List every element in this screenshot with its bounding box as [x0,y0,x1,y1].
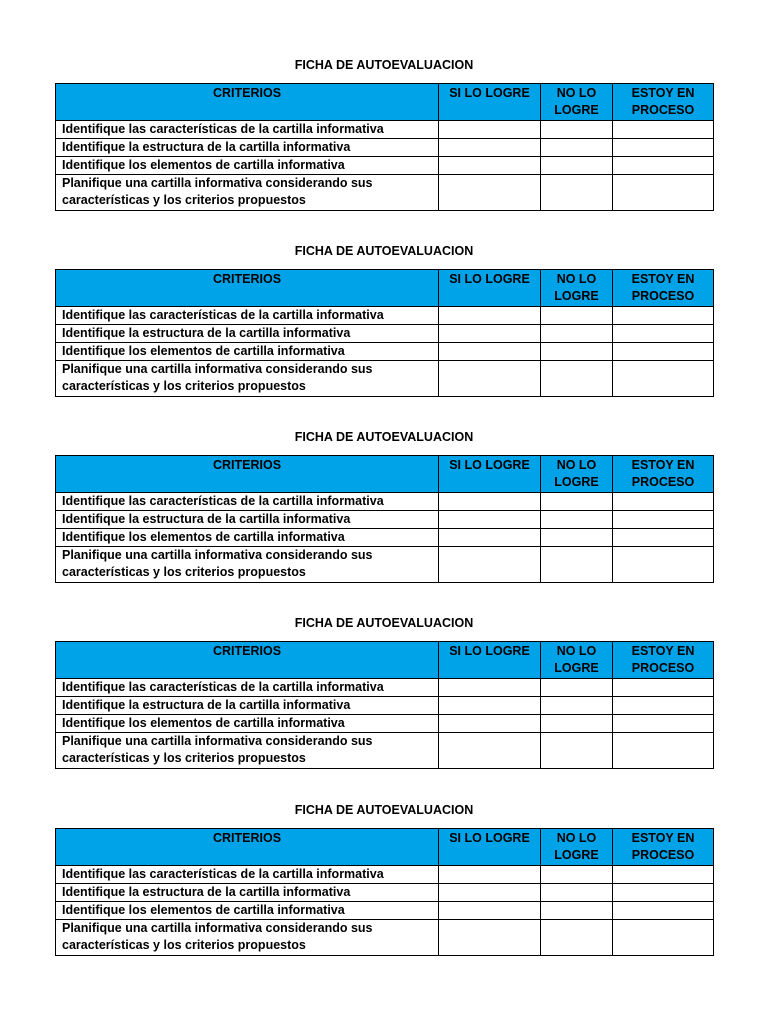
table-row [56,121,714,139]
criterion-cell: Identifique los elementos de cartilla informativa [56,157,439,175]
ficha-title: FICHA DE AUTOEVALUACION [294,58,474,72]
estoy-en-proceso-cell[interactable] [613,679,714,697]
no-lo-logre-cell[interactable] [541,139,613,157]
criterion-cell: Identifique las características de la cartilla informativa [56,121,439,139]
si-lo-logre-cell[interactable] [439,715,541,733]
estoy-en-proceso-cell[interactable] [613,866,714,884]
si-lo-logre-cell[interactable] [439,361,541,397]
table-row [56,325,714,343]
no-lo-logre-cell[interactable] [541,511,613,529]
criterion-cell: Identifique la estructura de la cartilla informativa [56,511,439,529]
estoy-en-proceso-cell[interactable] [613,715,714,733]
estoy-en-proceso-cell[interactable] [613,733,714,769]
table-row [56,920,714,956]
table-row [56,679,714,697]
table-row [56,866,714,884]
no-lo-logre-cell[interactable] [541,361,613,397]
header-estoy-en-proceso: ESTOY EN PROCESO [613,270,714,307]
criterion-cell: Identifique la estructura de la cartilla informativa [56,139,439,157]
estoy-en-proceso-cell[interactable] [613,493,714,511]
criterion-cell: Identifique la estructura de la cartilla informativa [56,884,439,902]
estoy-en-proceso-cell[interactable] [613,920,714,956]
table-row [56,529,714,547]
si-lo-logre-cell[interactable] [439,697,541,715]
table-row [56,902,714,920]
si-lo-logre-cell[interactable] [439,884,541,902]
header-criterios: CRITERIOS [56,84,439,121]
si-lo-logre-cell[interactable] [439,493,541,511]
header-si-lo-logre: SI LO LOGRE [439,642,541,679]
criterion-cell: Identifique las características de la cartilla informativa [56,866,439,884]
estoy-en-proceso-cell[interactable] [613,307,714,325]
no-lo-logre-cell[interactable] [541,884,613,902]
estoy-en-proceso-cell[interactable] [613,157,714,175]
header-estoy-en-proceso: ESTOY EN PROCESO [613,642,714,679]
evaluation-table [55,269,714,397]
si-lo-logre-cell[interactable] [439,920,541,956]
si-lo-logre-cell[interactable] [439,547,541,583]
header-no-lo-logre: NO LO LOGRE [541,270,613,307]
no-lo-logre-cell[interactable] [541,547,613,583]
estoy-en-proceso-cell[interactable] [613,175,714,211]
criterion-cell: Identifique los elementos de cartilla informativa [56,902,439,920]
table-header-row [56,456,714,493]
no-lo-logre-cell[interactable] [541,325,613,343]
table-row [56,157,714,175]
table-row [56,697,714,715]
header-estoy-en-proceso: ESTOY EN PROCESO [613,829,714,866]
criterion-cell: Planifique una cartilla informativa considerando sus características y los criterios propuestos [56,361,439,397]
si-lo-logre-cell[interactable] [439,307,541,325]
criterion-cell: Identifique las características de la cartilla informativa [56,307,439,325]
header-criterios: CRITERIOS [56,456,439,493]
criterion-cell: Identifique la estructura de la cartilla informativa [56,697,439,715]
header-no-lo-logre: NO LO LOGRE [541,84,613,121]
criterion-cell: Planifique una cartilla informativa considerando sus características y los criterios propuestos [56,175,439,211]
criterion-cell: Planifique una cartilla informativa considerando sus características y los criterios propuestos [56,547,439,583]
table-row [56,547,714,583]
table-header-row [56,270,714,307]
no-lo-logre-cell[interactable] [541,733,613,769]
criterion-cell: Identifique la estructura de la cartilla informativa [56,325,439,343]
si-lo-logre-cell[interactable] [439,121,541,139]
si-lo-logre-cell[interactable] [439,157,541,175]
estoy-en-proceso-cell[interactable] [613,325,714,343]
no-lo-logre-cell[interactable] [541,343,613,361]
si-lo-logre-cell[interactable] [439,175,541,211]
table-row [56,493,714,511]
header-criterios: CRITERIOS [56,270,439,307]
estoy-en-proceso-cell[interactable] [613,529,714,547]
table-row [56,511,714,529]
no-lo-logre-cell[interactable] [541,866,613,884]
no-lo-logre-cell[interactable] [541,175,613,211]
ficha-title: FICHA DE AUTOEVALUACION [294,803,474,817]
criterion-cell: Identifique las características de la cartilla informativa [56,679,439,697]
estoy-en-proceso-cell[interactable] [613,697,714,715]
no-lo-logre-cell[interactable] [541,529,613,547]
table-row [56,884,714,902]
header-criterios: CRITERIOS [56,829,439,866]
estoy-en-proceso-cell[interactable] [613,361,714,397]
si-lo-logre-cell[interactable] [439,343,541,361]
table-row [56,733,714,769]
header-si-lo-logre: SI LO LOGRE [439,270,541,307]
no-lo-logre-cell[interactable] [541,157,613,175]
header-si-lo-logre: SI LO LOGRE [439,84,541,121]
table-header-row [56,829,714,866]
table-row [56,139,714,157]
no-lo-logre-cell[interactable] [541,307,613,325]
evaluation-table [55,641,714,769]
criterion-cell: Planifique una cartilla informativa considerando sus características y los criterios propuestos [56,733,439,769]
criterion-cell: Planifique una cartilla informativa considerando sus características y los criterios propuestos [56,920,439,956]
evaluation-table [55,83,714,211]
estoy-en-proceso-cell[interactable] [613,547,714,583]
estoy-en-proceso-cell[interactable] [613,139,714,157]
table-row [56,307,714,325]
criterion-cell: Identifique los elementos de cartilla informativa [56,715,439,733]
estoy-en-proceso-cell[interactable] [613,121,714,139]
criterion-cell: Identifique las características de la cartilla informativa [56,493,439,511]
table-header-row [56,84,714,121]
criterion-cell: Identifique los elementos de cartilla informativa [56,529,439,547]
estoy-en-proceso-cell[interactable] [613,902,714,920]
table-row [56,343,714,361]
criterion-cell: Identifique los elementos de cartilla informativa [56,343,439,361]
no-lo-logre-cell[interactable] [541,493,613,511]
si-lo-logre-cell[interactable] [439,139,541,157]
ficha-title: FICHA DE AUTOEVALUACION [294,616,474,630]
si-lo-logre-cell[interactable] [439,529,541,547]
ficha-title: FICHA DE AUTOEVALUACION [294,244,474,258]
evaluation-table [55,455,714,583]
no-lo-logre-cell[interactable] [541,121,613,139]
no-lo-logre-cell[interactable] [541,697,613,715]
header-no-lo-logre: NO LO LOGRE [541,456,613,493]
table-row [56,175,714,211]
si-lo-logre-cell[interactable] [439,733,541,769]
estoy-en-proceso-cell[interactable] [613,511,714,529]
header-si-lo-logre: SI LO LOGRE [439,456,541,493]
evaluation-table [55,828,714,956]
header-estoy-en-proceso: ESTOY EN PROCESO [613,456,714,493]
table-header-row [56,642,714,679]
table-row [56,715,714,733]
si-lo-logre-cell[interactable] [439,866,541,884]
header-criterios: CRITERIOS [56,642,439,679]
header-no-lo-logre: NO LO LOGRE [541,642,613,679]
si-lo-logre-cell[interactable] [439,902,541,920]
no-lo-logre-cell[interactable] [541,679,613,697]
estoy-en-proceso-cell[interactable] [613,884,714,902]
si-lo-logre-cell[interactable] [439,511,541,529]
header-estoy-en-proceso: ESTOY EN PROCESO [613,84,714,121]
no-lo-logre-cell[interactable] [541,715,613,733]
no-lo-logre-cell[interactable] [541,902,613,920]
header-si-lo-logre: SI LO LOGRE [439,829,541,866]
estoy-en-proceso-cell[interactable] [613,343,714,361]
ficha-title: FICHA DE AUTOEVALUACION [294,430,474,444]
si-lo-logre-cell[interactable] [439,325,541,343]
header-no-lo-logre: NO LO LOGRE [541,829,613,866]
si-lo-logre-cell[interactable] [439,679,541,697]
no-lo-logre-cell[interactable] [541,920,613,956]
table-row [56,361,714,397]
